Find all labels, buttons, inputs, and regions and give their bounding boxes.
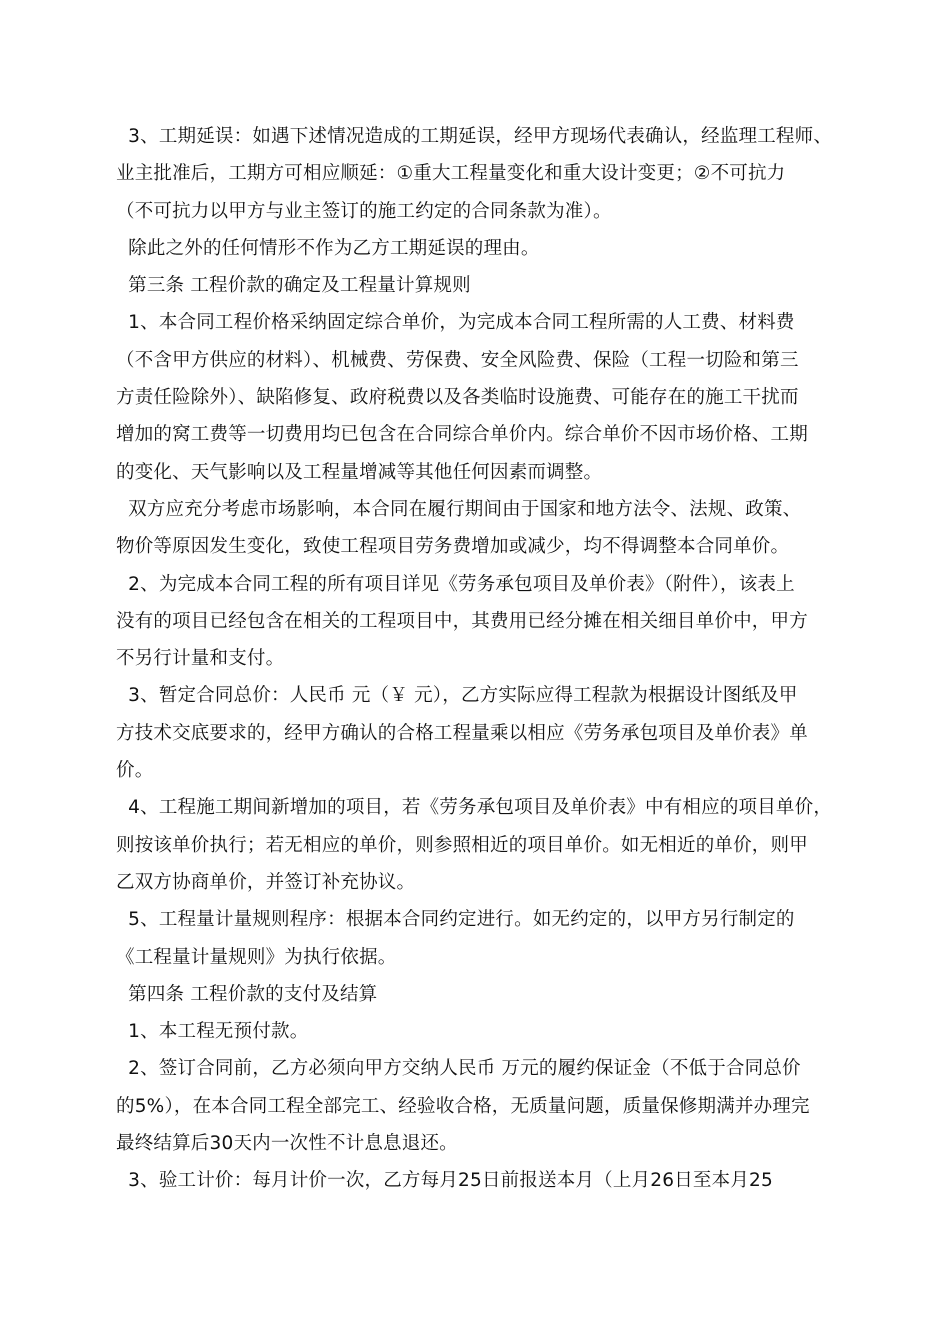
text-line: 2、签订合同前，乙方必须向甲方交纳人民币 万元的履约保证金（不低于合同总价 (116, 1058, 801, 1080)
text-line: （不可抗力以甲方与业主签订的施工约定的合同条款为准）。 (116, 200, 612, 222)
text-line: 业主批准后，工期方可相应顺延：①重大工程量变化和重大设计变更；②不可抗力 (116, 163, 786, 185)
text-line: 《工程量计量规则》为执行依据。 (116, 946, 397, 968)
text-line: 最终结算后30天内一次性不计息息退还。 (116, 1133, 458, 1155)
text-line: 4、工程施工期间新增加的项目，若《劳务承包项目及单价表》中有相应的项目单价， (116, 797, 833, 819)
text-line: 双方应充分考虑市场影响，本合同在履行期间由于国家和地方法令、法规、政策、 (116, 498, 802, 520)
text-line: 3、工期延误：如遇下述情况造成的工期延误，经甲方现场代表确认，经监理工程师、 (116, 126, 833, 147)
text-line: 增加的窝工费等一切费用均已包含在合同综合单价内。综合单价不因市场价格、工期 (116, 424, 808, 446)
text-line: 的变化、天气影响以及工程量增减等其他任何因素而调整。 (116, 461, 603, 483)
section-heading: 第三条 工程价款的确定及工程量计算规则 (116, 275, 471, 297)
text-line: 2、为完成本合同工程的所有项目详见《劳务承包项目及单价表》（附件），该表上 (116, 573, 795, 595)
text-line: 3、验工计价：每月计价一次，乙方每月25日前报送本月（上月26日至本月25 (116, 1170, 773, 1192)
text-line: 5、工程量计量规则程序：根据本合同约定进行。如无约定的，以甲方另行制定的 (116, 909, 795, 931)
text-line: 没有的项目已经包含在相关的工程项目中，其费用已经分摊在相关细目单价中，甲方 (116, 610, 808, 632)
text-line: 方责任险除外）、缺陷修复、政府税费以及各类临时设施费、可能存在的施工干扰而 (116, 387, 799, 409)
text-line: 价。 (116, 760, 154, 782)
text-line: 乙双方协商单价，并签订补充协议。 (116, 871, 416, 893)
text-line: 则按该单价执行；若无相应的单价，则参照相近的项目单价。如无相近的单价，则甲 (116, 834, 808, 856)
text-line: 3、暂定合同总价：人民币 元（￥ 元），乙方实际应得工程款为根据设计图纸及甲 (116, 685, 798, 707)
text-line: 的5%），在本合同工程全部完工、经验收合格，无质量问题，质量保修期满并办理完 (116, 1095, 810, 1117)
section-heading: 第四条 工程价款的支付及结算 (116, 983, 378, 1005)
text-line: 1、本工程无预付款。 (116, 1021, 309, 1043)
document-body (116, 118, 841, 1200)
text-line: 不另行计量和支付。 (116, 648, 285, 670)
text-line: （不含甲方供应的材料）、机械费、劳保费、安全风险费、保险（工程一切险和第三 (116, 349, 799, 371)
text-line: 方技术交底要求的，经甲方确认的合格工程量乘以相应《劳务承包项目及单价表》单 (116, 722, 808, 744)
text-line: 1、本合同工程价格采纳固定综合单价，为完成本合同工程所需的人工费、材料费 (116, 312, 795, 334)
text-line: 除此之外的任何情形不作为乙方工期延误的理由。 (116, 237, 540, 259)
text-line: 物价等原因发生变化，致使工程项目劳务费增加或减少，均不得调整本合同单价。 (116, 536, 790, 558)
